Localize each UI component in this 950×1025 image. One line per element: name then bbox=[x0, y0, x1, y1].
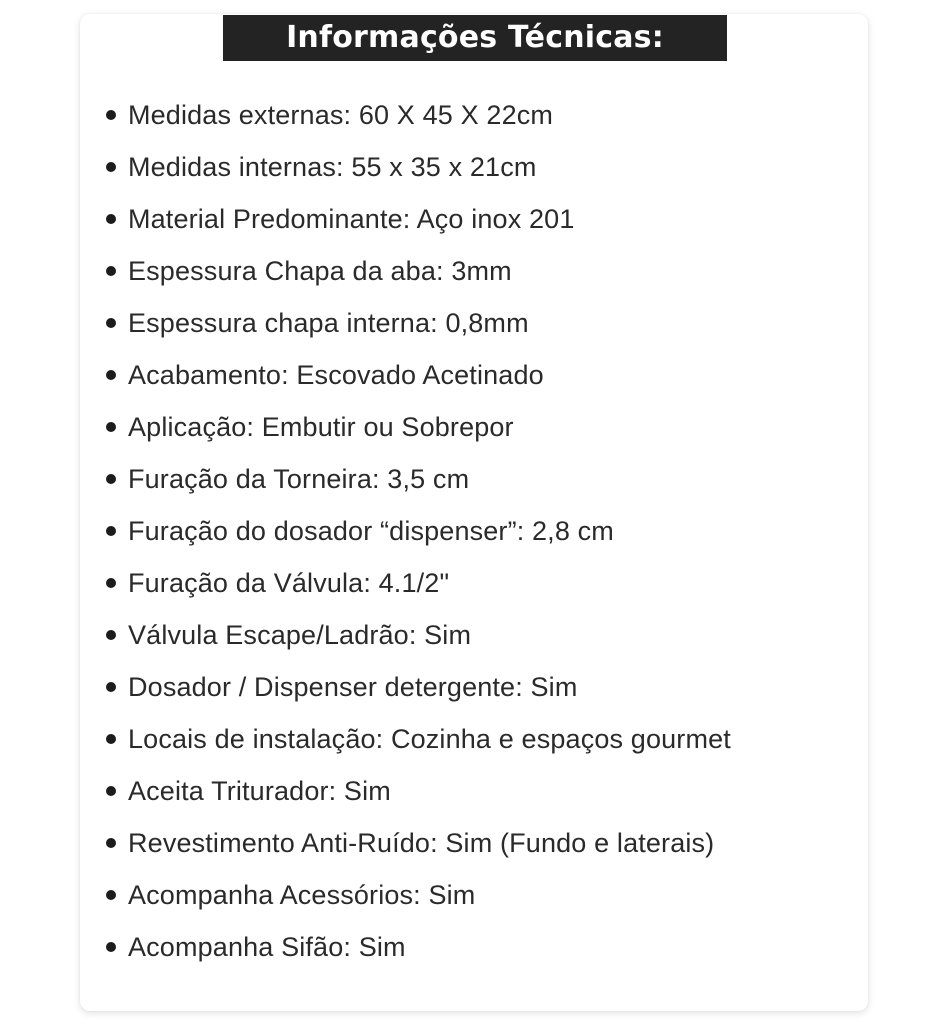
spec-item bbox=[103, 245, 731, 297]
bullet-icon bbox=[106, 734, 116, 744]
spec-text: Dosador / Dispenser detergente: Sim bbox=[128, 671, 578, 702]
spec-text: Aceita Triturador: Sim bbox=[128, 775, 391, 806]
spec-item bbox=[103, 401, 731, 453]
spec-item bbox=[103, 349, 731, 401]
spec-item bbox=[103, 453, 731, 505]
spec-item bbox=[103, 141, 731, 193]
bullet-icon bbox=[106, 162, 116, 172]
bullet-icon bbox=[106, 890, 116, 900]
spec-item bbox=[103, 713, 731, 765]
spec-text: Material Predominante: Aço inox 201 bbox=[128, 203, 575, 234]
spec-item bbox=[103, 557, 731, 609]
bullet-icon bbox=[106, 474, 116, 484]
spec-text: Acabamento: Escovado Acetinado bbox=[128, 359, 544, 390]
spec-item bbox=[103, 817, 731, 869]
spec-item bbox=[103, 869, 731, 921]
spec-item bbox=[103, 661, 731, 713]
bullet-icon bbox=[106, 526, 116, 536]
spec-text: Espessura Chapa da aba: 3mm bbox=[128, 255, 512, 286]
bullet-icon bbox=[106, 838, 116, 848]
bullet-icon bbox=[106, 214, 116, 224]
spec-text: Acompanha Sifão: Sim bbox=[128, 931, 406, 962]
spec-item bbox=[103, 765, 731, 817]
spec-item bbox=[103, 609, 731, 661]
spec-text: Revestimento Anti-Ruído: Sim (Fundo e laterais) bbox=[128, 827, 715, 858]
bullet-icon bbox=[106, 318, 116, 328]
spec-text: Furação do dosador “dispenser”: 2,8 cm bbox=[128, 515, 614, 546]
spec-list bbox=[103, 89, 731, 973]
bullet-icon bbox=[106, 422, 116, 432]
spec-item bbox=[103, 193, 731, 245]
spec-item bbox=[103, 297, 731, 349]
bullet-icon bbox=[106, 578, 116, 588]
spec-text: Furação da Válvula: 4.1/2" bbox=[128, 567, 450, 598]
title-banner bbox=[223, 15, 727, 61]
bullet-icon bbox=[106, 110, 116, 120]
spec-item bbox=[103, 89, 731, 141]
page-title: Informações Técnicas: bbox=[286, 20, 664, 55]
bullet-icon bbox=[106, 266, 116, 276]
bullet-icon bbox=[106, 370, 116, 380]
spec-text: Aplicação: Embutir ou Sobrepor bbox=[128, 411, 514, 442]
spec-text: Acompanha Acessórios: Sim bbox=[128, 879, 476, 910]
spec-item bbox=[103, 921, 731, 973]
spec-text: Locais de instalação: Cozinha e espaços gourmet bbox=[128, 723, 731, 754]
spec-text: Espessura chapa interna: 0,8mm bbox=[128, 307, 529, 338]
spec-item bbox=[103, 505, 731, 557]
bullet-icon bbox=[106, 682, 116, 692]
spec-text: Medidas internas: 55 x 35 x 21cm bbox=[128, 151, 537, 182]
bullet-icon bbox=[106, 942, 116, 952]
bullet-icon bbox=[106, 786, 116, 796]
spec-text: Medidas externas: 60 X 45 X 22cm bbox=[128, 99, 554, 130]
bullet-icon bbox=[106, 630, 116, 640]
spec-text: Furação da Torneira: 3,5 cm bbox=[128, 463, 470, 494]
spec-text: Válvula Escape/Ladrão: Sim bbox=[128, 619, 472, 650]
